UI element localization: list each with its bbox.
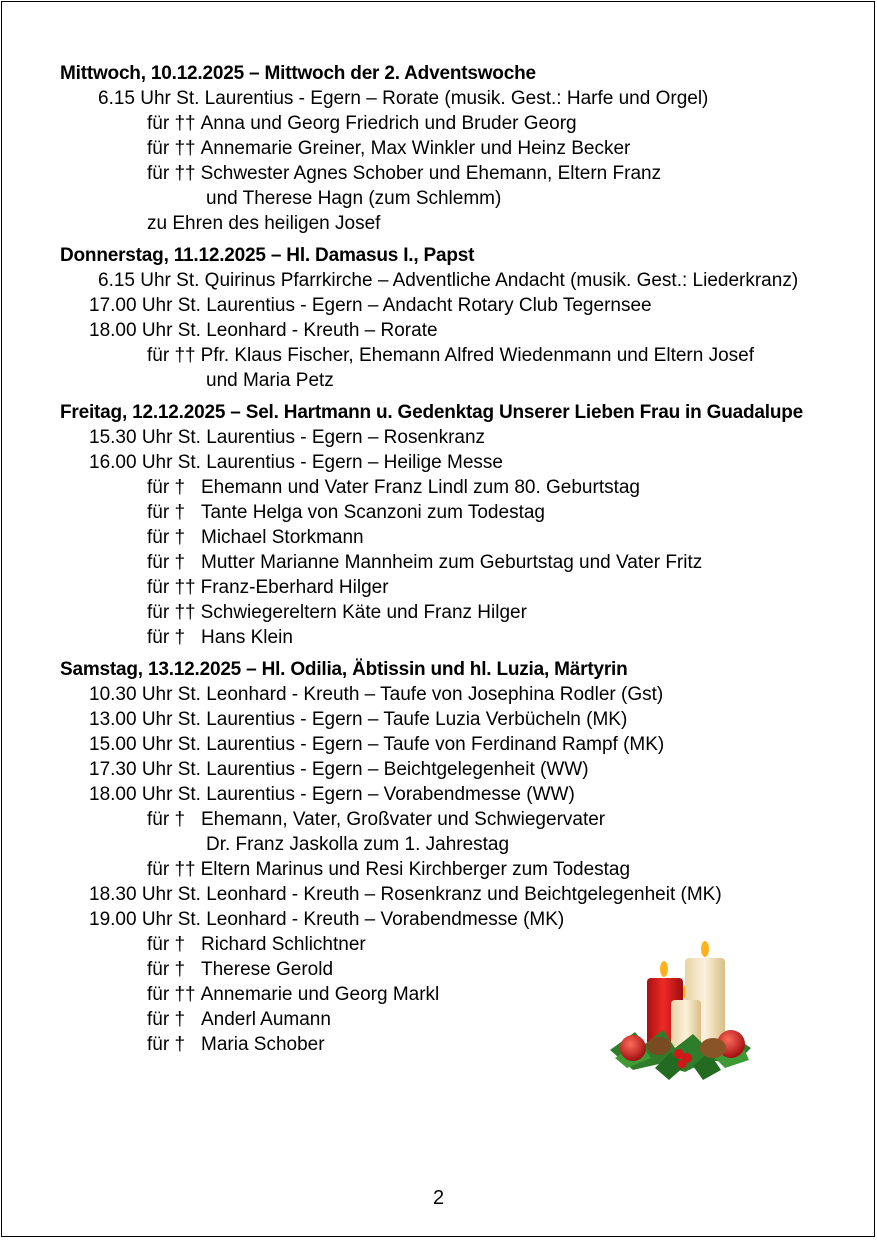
service-line: 15.30 Uhr St. Laurentius - Egern – Rosenkranz — [89, 427, 486, 448]
intention-continuation: Dr. Franz Jaskolla zum 1. Jahrestag — [206, 834, 510, 855]
day-block — [60, 400, 850, 650]
intention-line — [60, 343, 850, 368]
intention-marker: für †† — [147, 984, 196, 1005]
intention-text: Michael Storkmann — [201, 527, 364, 548]
intention-line — [60, 500, 850, 525]
intention-line — [60, 525, 850, 550]
intention-marker: für † — [147, 552, 186, 573]
intention-text: Richard Schlichtner — [201, 934, 366, 955]
intention-line — [60, 161, 850, 186]
intention-marker: für †† — [147, 138, 196, 159]
day-title: Mittwoch, 10.12.2025 – Mittwoch der 2. Adventswoche — [60, 63, 536, 84]
day-block — [60, 61, 850, 236]
intention-text: Eltern Marinus und Resi Kirchberger zum Todestag — [200, 859, 631, 880]
service-line: 17.30 Uhr St. Laurentius - Egern – Beichtgelegenheit (WW) — [89, 759, 589, 780]
intention-line — [60, 600, 850, 625]
intention-text: zu Ehren des heiligen Josef — [147, 213, 381, 234]
intention-text: Anna und Georg Friedrich und Bruder Georg — [200, 113, 577, 134]
service-line: 10.30 Uhr St. Leonhard - Kreuth – Taufe von Josephina Rodler (Gst) — [89, 684, 664, 705]
intention-text: Ehemann, Vater, Großvater und Schwiegervater — [201, 809, 606, 830]
intention-marker: für † — [147, 502, 186, 523]
intention-marker: für † — [147, 1034, 186, 1055]
intention-text: Pfr. Klaus Fischer, Ehemann Alfred Wiedenmann und Eltern Josef — [200, 345, 754, 366]
page-number: 2 — [432, 1187, 445, 1209]
intention-text: Franz-Eberhard Hilger — [200, 577, 389, 598]
intention-marker: für †† — [147, 859, 196, 880]
intention-continuation: und Maria Petz — [206, 370, 334, 391]
service-line: 16.00 Uhr St. Laurentius - Egern – Heilige Messe — [89, 452, 503, 473]
service-line: 15.00 Uhr St. Laurentius - Egern – Taufe von Ferdinand Rampf (MK) — [89, 734, 665, 755]
intention-text: Therese Gerold — [201, 959, 334, 980]
advent-candles-icon — [605, 940, 755, 1085]
intention-marker: für † — [147, 527, 186, 548]
intention-text: Schwester Agnes Schober und Ehemann, Eltern Franz — [200, 163, 662, 184]
service-line: 18.30 Uhr St. Leonhard - Kreuth – Rosenkranz und Beichtgelegenheit (MK) — [89, 884, 722, 905]
intention-text: Tante Helga von Scanzoni zum Todestag — [201, 502, 545, 523]
intention-text: Hans Klein — [201, 627, 293, 648]
day-title: Samstag, 13.12.2025 – Hl. Odilia, Äbtissin und hl. Luzia, Märtyrin — [60, 659, 628, 680]
intention-marker: für † — [147, 934, 186, 955]
intention-text: Mutter Marianne Mannheim zum Geburtstag und Vater Fritz — [201, 552, 703, 573]
intention-line — [60, 211, 850, 236]
intention-line — [60, 475, 850, 500]
intention-marker: für †† — [147, 345, 196, 366]
service-line: 18.00 Uhr St. Laurentius - Egern – Vorabendmesse (WW) — [89, 784, 575, 805]
intention-line — [60, 111, 850, 136]
intention-line — [60, 136, 850, 161]
intention-text: Anderl Aumann — [201, 1009, 331, 1030]
intention-marker: für † — [147, 959, 186, 980]
schedule-content — [60, 61, 850, 1064]
service-line: 19.00 Uhr St. Leonhard - Kreuth – Vorabendmesse (MK) — [89, 909, 565, 930]
intention-text: Annemarie und Georg Markl — [200, 984, 440, 1005]
intention-marker: für † — [147, 477, 186, 498]
intention-marker: für †† — [147, 577, 196, 598]
service-line: 13.00 Uhr St. Laurentius - Egern – Taufe Luzia Verbücheln (MK) — [89, 709, 628, 730]
intention-text: Schwiegereltern Käte und Franz Hilger — [200, 602, 527, 623]
intention-line — [60, 575, 850, 600]
intention-marker: für †† — [147, 602, 196, 623]
intention-text: Annemarie Greiner, Max Winkler und Heinz Becker — [200, 138, 631, 159]
intention-marker: für † — [147, 809, 186, 830]
intention-continuation: und Therese Hagn (zum Schlemm) — [206, 188, 502, 209]
intention-text: Maria Schober — [201, 1034, 325, 1055]
day-block — [60, 243, 850, 393]
intention-marker: für †† — [147, 113, 196, 134]
intention-marker: für †† — [147, 163, 196, 184]
intention-marker: für † — [147, 627, 186, 648]
service-line: 6.15 Uhr St. Quirinus Pfarrkirche – Adventliche Andacht (musik. Gest.: Liederkranz) — [98, 270, 799, 291]
day-title: Freitag, 12.12.2025 – Sel. Hartmann u. Gedenktag Unserer Lieben Frau in Guadalupe — [60, 402, 803, 423]
service-line: 6.15 Uhr St. Laurentius - Egern – Rorate (musik. Gest.: Harfe und Orgel) — [98, 88, 709, 109]
intention-text: Ehemann und Vater Franz Lindl zum 80. Geburtstag — [201, 477, 641, 498]
intention-line — [60, 807, 850, 832]
day-title: Donnerstag, 11.12.2025 – Hl. Damasus I., Papst — [60, 245, 475, 266]
intention-marker: für † — [147, 1009, 186, 1030]
intention-line — [60, 857, 850, 882]
service-line: 17.00 Uhr St. Laurentius - Egern – Andacht Rotary Club Tegernsee — [89, 295, 652, 316]
service-line: 18.00 Uhr St. Leonhard - Kreuth – Rorate — [89, 320, 438, 341]
intention-line — [60, 550, 850, 575]
intention-line — [60, 625, 850, 650]
